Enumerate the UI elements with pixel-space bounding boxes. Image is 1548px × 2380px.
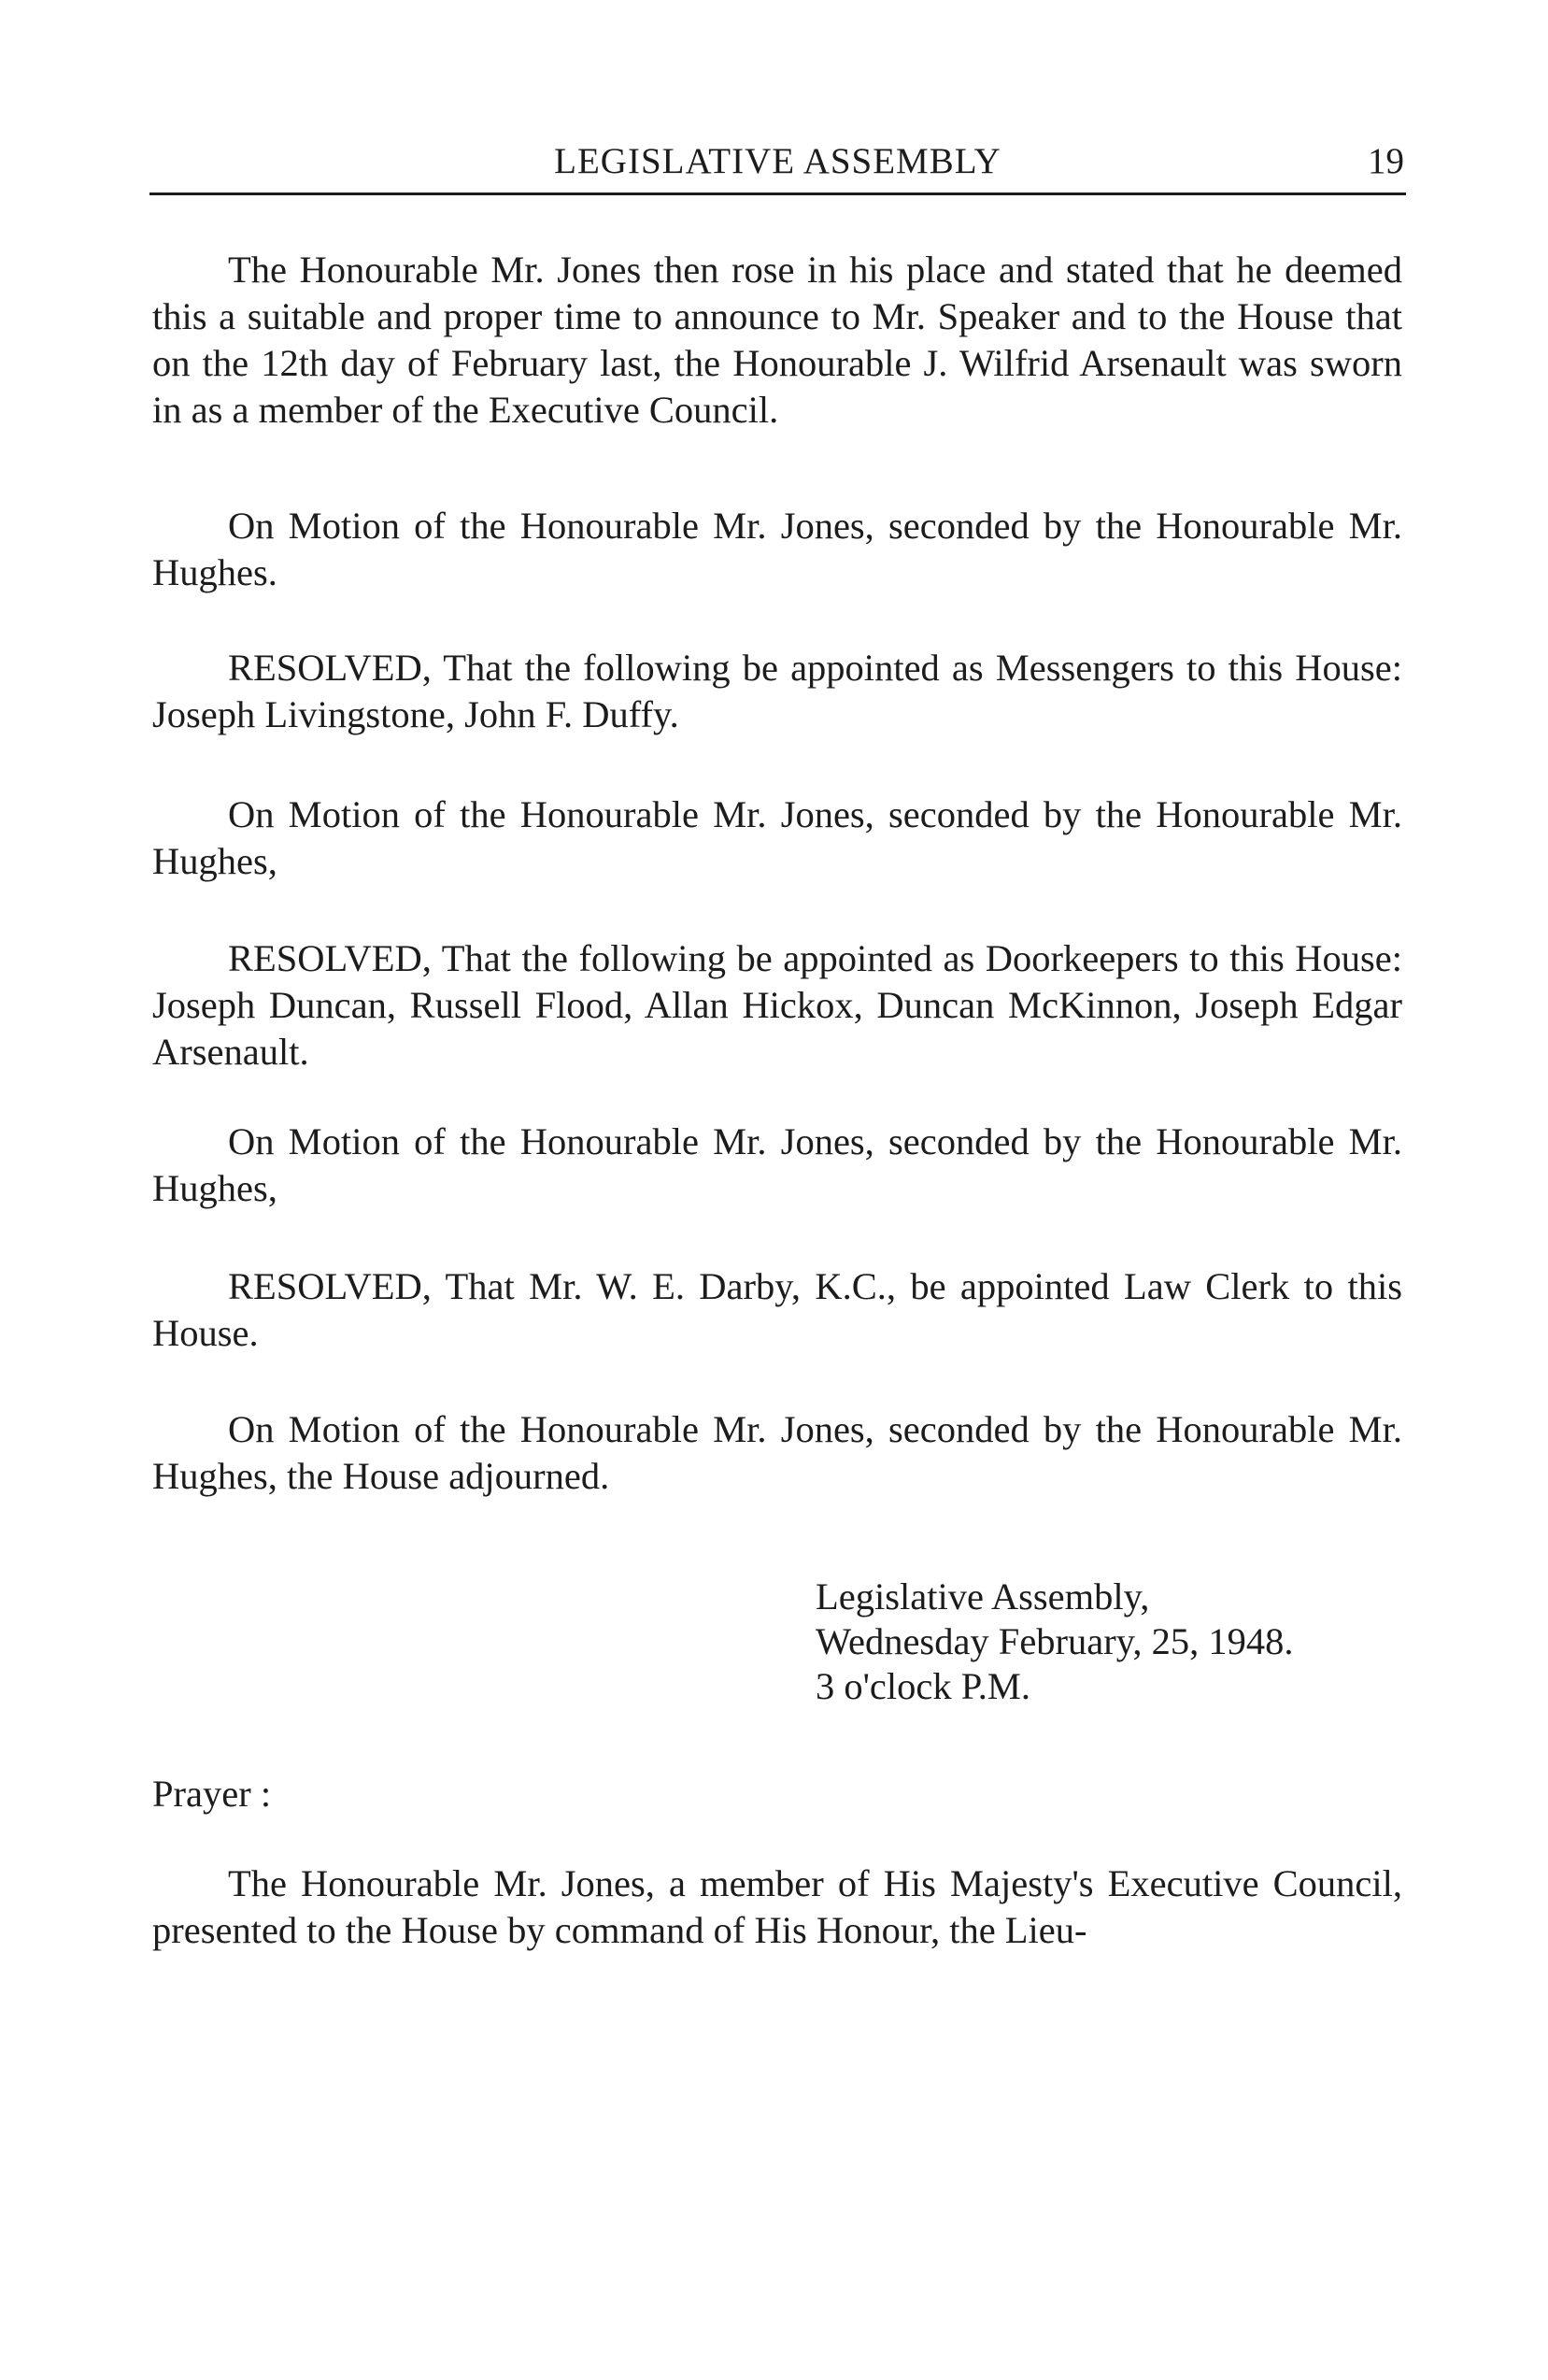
paragraph-final: The Honourable Mr. Jones, a member of His Majesty's Executive Council, presented to the House by command of His Honour, the Lieu-	[152, 1862, 1402, 1951]
paragraph-motion-adjourn: On Motion of the Honourable Mr. Jones, seconded by the Honourable Mr. Hughes, the House adjourned.	[152, 1408, 1402, 1497]
page-header	[149, 136, 1406, 195]
running-title: LEGISLATIVE ASSEMBLY	[554, 141, 1001, 181]
paragraph-motion-law-clerk: On Motion of the Honourable Mr. Jones, seconded by the Honourable Mr. Hughes,	[152, 1120, 1402, 1209]
paragraph-announcement: The Honourable Mr. Jones then rose in his place and stated that he deemed this a suitable and proper time to announce to Mr. Speaker and to the House that on the 12th day of February last, the Honourable J. Wilfrid Arsenault was sworn in as a member of the Executive Council.	[152, 249, 1402, 431]
paragraph-motion-doorkeepers: On Motion of the Honourable Mr. Jones, seconded by the Honourable Mr. Hughes,	[152, 793, 1402, 882]
prayer-label: Prayer :	[152, 1773, 272, 1815]
session-dateline	[816, 1575, 1294, 1709]
session-time: 3 o'clock P.M.	[816, 1665, 1031, 1707]
session-date: Wednesday February, 25, 1948.	[816, 1620, 1294, 1662]
paragraph-resolved-doorkeepers: RESOLVED, That the following be appointed as Doorkeepers to this House: Joseph Duncan, Russell Flood, Allan Hickox, Duncan McKinnon, Joseph Edgar Arsenault.	[152, 937, 1402, 1073]
paragraph-resolved-messengers: RESOLVED, That the following be appointed as Messengers to this House: Joseph Livingstone, John F. Duffy.	[152, 647, 1402, 735]
session-place: Legislative Assembly,	[816, 1575, 1150, 1618]
page-number: 19	[1368, 141, 1404, 181]
paragraph-resolved-law-clerk: RESOLVED, That Mr. W. E. Darby, K.C., be appointed Law Clerk to this House.	[152, 1265, 1402, 1354]
paragraph-motion-messengers: On Motion of the Honourable Mr. Jones, seconded by the Honourable Mr. Hughes.	[152, 505, 1402, 593]
